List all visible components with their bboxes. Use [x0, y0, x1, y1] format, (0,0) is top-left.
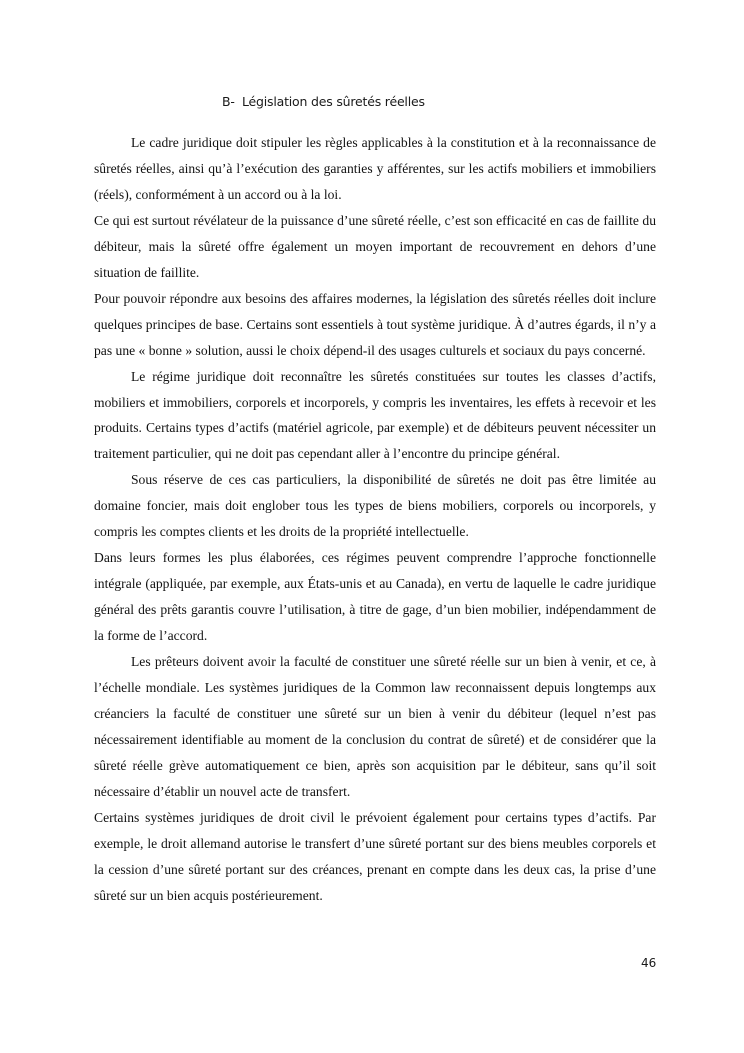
paragraph: Certains systèmes juridiques de droit civil le prévoient également pour certains types d’actifs. Par exemple, le droit allemand autorise le transfert d’une sûreté portant sur des biens meubles corporels et la cession d’une sûreté portant sur des créances, prenant en compte dans les deux cas, la prise d’une sûreté sur un bien acquis postérieurement. — [94, 809, 656, 903]
paragraph: Les prêteurs doivent avoir la faculté de constituer une sûreté réelle sur un bien à venir, et ce, à l’échelle mondiale. Les systèmes juridiques de la Common law reconnaissent depuis longtemps aux créanciers la faculté de constituer une sûreté sur un bien à venir du débiteur (lequel n’est pas nécessairement identifiable au moment de la conclusion du contrat de sûreté) et de considérer que la sûreté réelle grève automatiquement ce bien, après son acquisition par le débiteur, sans qu’il soit nécessaire d’établir un nouvel acte de transfert. — [94, 654, 656, 799]
page-number: 46 — [641, 956, 657, 970]
paragraph: Le régime juridique doit reconnaître les sûretés constituées sur toutes les classes d’actifs, mobiliers et immobiliers, corporels et incorporels, y compris les inventaires, les effets à recevoir et les produits. Certains types d’actifs (matériel agricole, par exemple) et de débiteurs peuvent nécessiter un traitement particulier, qui ne doit pas cependant aller à l’encontre du principe général. — [94, 368, 656, 462]
section-number: B- — [222, 94, 235, 109]
paragraph: Dans leurs formes les plus élaborées, ces régimes peuvent comprendre l’approche fonctionnelle intégrale (appliquée, par exemple, aux États-unis et au Canada), en vertu de laquelle le cadre juridique général des prêts garantis couvre l’utilisation, à titre de gage, d’un bien mobilier, indépendamment de la forme de l’accord. — [94, 550, 656, 644]
paragraph: Ce qui est surtout révélateur de la puissance d’une sûreté réelle, c’est son efficacité en cas de faillite du débiteur, mais la sûreté offre également un moyen important de recouvrement en dehors d’une situation de faillite. — [94, 212, 656, 280]
section-title: Législation des sûretés réelles — [242, 94, 425, 109]
body-text — [94, 130, 656, 909]
paragraph: Le cadre juridique doit stipuler les règles applicables à la constitution et à la reconnaissance de sûretés réelles, ainsi qu’à l’exécution des garanties y afférentes, sur les actifs mobiliers et immobiliers (réels), conformément à un accord ou à la loi. — [94, 135, 656, 202]
paragraph: Pour pouvoir répondre aux besoins des affaires modernes, la législation des sûretés réelles doit inclure quelques principes de base. Certains sont essentiels à tout système juridique. À d’autres égards, il n’y a pas une « bonne » solution, aussi le choix dépend-il des usages culturels et sociaux du pays concerné. — [94, 290, 656, 358]
paragraph: Sous réserve de ces cas particuliers, la disponibilité de sûretés ne doit pas être limitée au domaine foncier, mais doit englober tous les types de biens mobiliers, corporels ou incorporels, y compris les comptes clients et les droits de la propriété intellectuelle. — [94, 472, 656, 540]
section-heading — [222, 94, 425, 109]
